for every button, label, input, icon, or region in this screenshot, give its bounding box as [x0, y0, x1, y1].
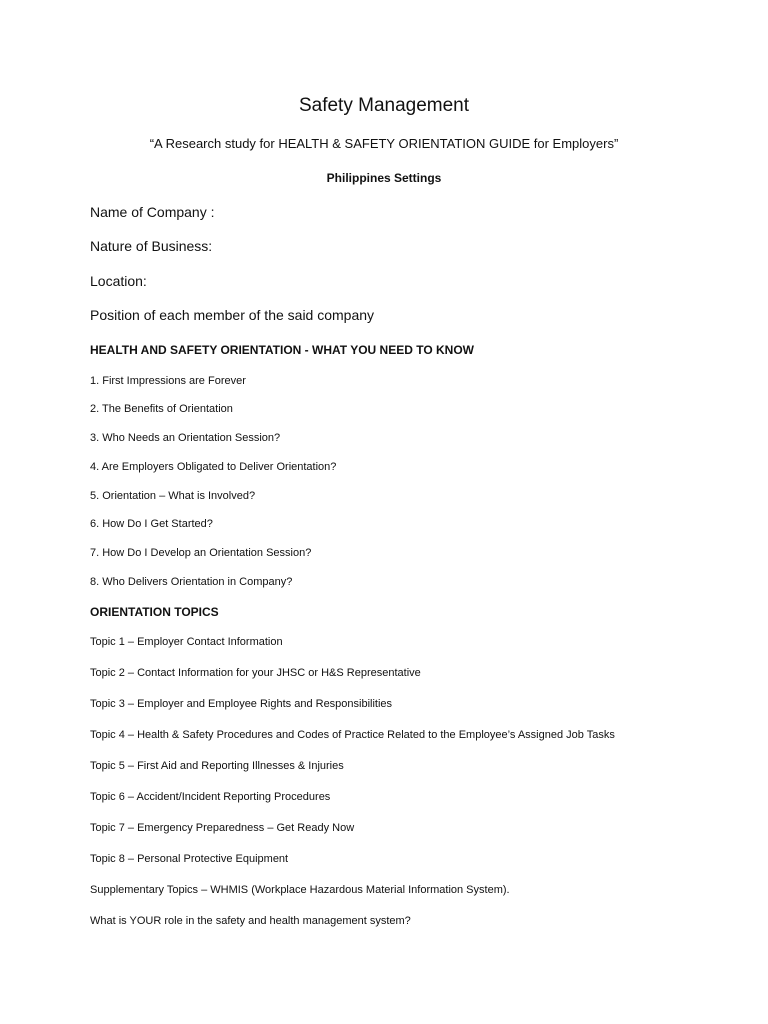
- topic-item: Topic 4 – Health & Safety Procedures and Codes of Practice Related to the Employee’s Assigned Job Tasks: [90, 729, 615, 741]
- orientation-item: 7. How Do I Develop an Orientation Session?: [90, 547, 312, 559]
- orientation-item: 4. Are Employers Obligated to Deliver Orientation?: [90, 461, 337, 473]
- orientation-heading: HEALTH AND SAFETY ORIENTATION - WHAT YOU NEED TO KNOW: [90, 343, 474, 357]
- orientation-item: 2. The Benefits of Orientation: [90, 403, 233, 415]
- topic-item: Topic 1 – Employer Contact Information: [90, 636, 283, 648]
- supplementary-topics: Supplementary Topics – WHMIS (Workplace Hazardous Material Information System).: [90, 884, 510, 896]
- document-subtitle: “A Research study for HEALTH & SAFETY ORIENTATION GUIDE for Employers”: [149, 136, 619, 151]
- topic-item: Topic 5 – First Aid and Reporting Illnesses & Injuries: [90, 760, 344, 772]
- location-field: Location:: [90, 273, 147, 289]
- topic-item: Topic 2 – Contact Information for your JHSC or H&S Representative: [90, 667, 421, 679]
- topic-item: Topic 6 – Accident/Incident Reporting Procedures: [90, 791, 331, 803]
- setting-label: Philippines Settings: [326, 171, 442, 185]
- orientation-item: 3. Who Needs an Orientation Session?: [90, 432, 281, 444]
- topics-heading: ORIENTATION TOPICS: [90, 605, 219, 619]
- topic-item: Topic 3 – Employer and Employee Rights and Responsibilities: [90, 698, 393, 710]
- position-field: Position of each member of the said company: [90, 307, 375, 323]
- orientation-item: 1. First Impressions are Forever: [90, 375, 246, 387]
- role-question: What is YOUR role in the safety and health management system?: [90, 915, 411, 927]
- orientation-item: 8. Who Delivers Orientation in Company?: [90, 576, 293, 588]
- orientation-item: 5. Orientation – What is Involved?: [90, 490, 256, 502]
- orientation-item: 6. How Do I Get Started?: [90, 518, 213, 530]
- company-name-field: Name of Company :: [90, 204, 215, 220]
- document-title: Safety Management: [298, 95, 470, 116]
- topic-item: Topic 8 – Personal Protective Equipment: [90, 853, 289, 865]
- business-nature-field: Nature of Business:: [90, 238, 213, 254]
- topic-item: Topic 7 – Emergency Preparedness – Get Ready Now: [90, 822, 355, 834]
